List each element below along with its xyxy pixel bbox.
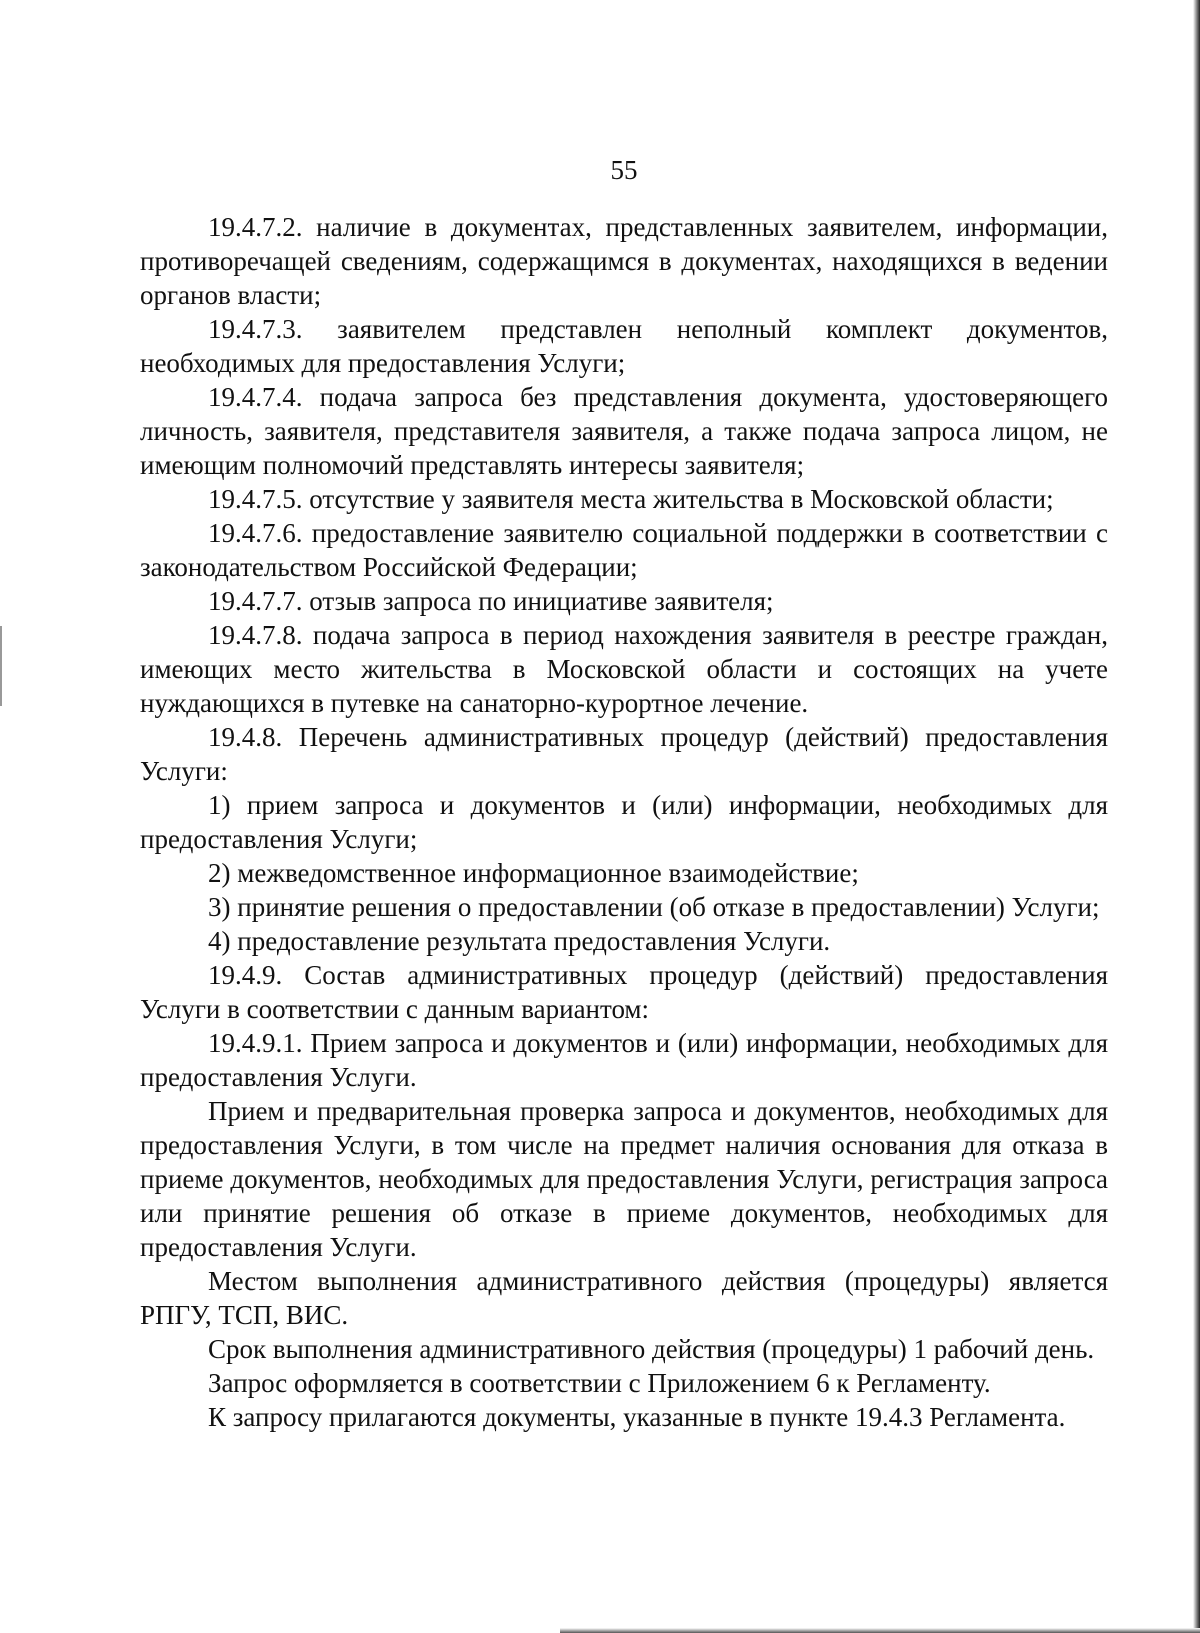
paragraph-reception-check: Прием и предварительная проверка запроса и документов, необходимых для предоставления Услуги, в том числе на предмет наличия основания для отказа в приеме документов, необходимых для предоставления Услуги, регистрация запроса или принятие решения об отказе в приеме документов, необходимых для предоставления Услуги. (140, 1096, 1108, 1262)
page-number: 55 (610, 155, 638, 185)
list-item-2: 2) межведомственное информационное взаимодействие; (208, 858, 859, 888)
paragraph-19-4-9: 19.4.9. Состав административных процедур (действий) предоставления Услуги в соответствии с данным вариантом: (140, 960, 1108, 1024)
paragraph-19-4-7-3: 19.4.7.3. заявителем представлен неполный комплект документов, необходимых для предоставления Услуги; (140, 314, 1108, 378)
scan-edge-right (1193, 0, 1200, 1633)
document-body (140, 210, 1108, 1434)
paragraph-19-4-7-4: 19.4.7.4. подача запроса без представления документа, удостоверяющего личность, заявителя, представителя заявителя, а также подача запроса лицом, не имеющим полномочий представлять интересы заявителя; (140, 382, 1108, 480)
list-item-3: 3) принятие решения о предоставлении (об отказе в предоставлении) Услуги; (208, 892, 1100, 922)
paragraph-19-4-9-1: 19.4.9.1. Прием запроса и документов и (или) информации, необходимых для предоставления Услуги. (140, 1028, 1108, 1092)
scan-edge-bottom (560, 1628, 1200, 1633)
paragraph-request-form: Запрос оформляется в соответствии с Приложением 6 к Регламенту. (208, 1368, 991, 1398)
paragraph-19-4-7-2: 19.4.7.2. наличие в документах, представленных заявителем, информации, противоречащей сведениям, содержащимся в документах, находящихся в ведении органов власти; (140, 212, 1108, 310)
list-item-4: 4) предоставление результата предоставления Услуги. (208, 926, 831, 956)
paragraph-19-4-7-6: 19.4.7.6. предоставление заявителю социальной поддержки в соответствии с законодательством Российской Федерации; (140, 518, 1108, 582)
scan-artifact-left (0, 626, 2, 706)
paragraph-place-of-execution: Местом выполнения административного действия (процедуры) является РПГУ, ТСП, ВИС. (140, 1266, 1108, 1330)
list-item-1: 1) прием запроса и документов и (или) информации, необходимых для предоставления Услуги; (140, 790, 1108, 854)
paragraph-attached-documents: К запросу прилагаются документы, указанные в пункте 19.4.3 Регламента. (208, 1402, 1066, 1432)
paragraph-19-4-7-5: 19.4.7.5. отсутствие у заявителя места жительства в Московской области; (208, 484, 1054, 514)
paragraph-19-4-7-8: 19.4.7.8. подача запроса в период нахождения заявителя в реестре граждан, имеющих место жительства в Московской области и состоящих на учете нуждающихся в путевке на санаторно-курортное лечение. (140, 620, 1108, 718)
paragraph-19-4-7-7: 19.4.7.7. отзыв запроса по инициативе заявителя; (208, 586, 774, 616)
paragraph-19-4-8: 19.4.8. Перечень административных процедур (действий) предоставления Услуги: (140, 722, 1108, 786)
paragraph-execution-term: Срок выполнения административного действия (процедуры) 1 рабочий день. (208, 1334, 1095, 1364)
